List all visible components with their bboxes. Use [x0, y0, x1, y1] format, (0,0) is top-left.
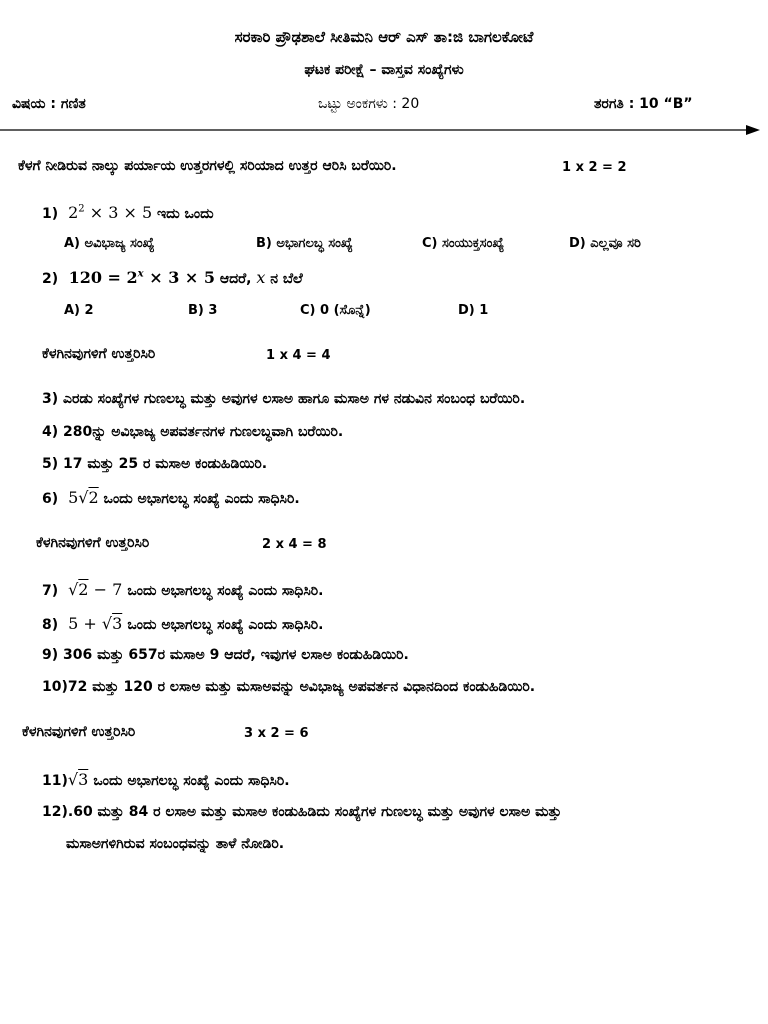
- question-4: [42, 424, 343, 440]
- question-12: [42, 804, 561, 820]
- math-expression: 5 + √3: [63, 614, 123, 633]
- question-number: 9): [42, 647, 59, 663]
- class-label: ತರಗತಿ : 10 “B”: [594, 96, 693, 112]
- section4-instruction: ಕೆಳಗಿನವುಗಳಿಗೆ ಉತ್ತರಿಸಿರಿ: [22, 724, 136, 740]
- question-text: ಒಂದು ಅಭಾಗಲಬ್ಧ ಸಂಖ್ಯೆ ಎಂದು ಸಾಧಿಸಿರಿ.: [93, 773, 290, 789]
- math-expression: 5√2: [63, 488, 99, 507]
- header-divider-arrow: [0, 122, 768, 138]
- question-text: ಒಂದು ಅಭಾಗಲಬ್ಧ ಸಂಖ್ಯೆ ಎಂದು ಸಾಧಿಸಿರಿ.: [127, 617, 324, 633]
- question-9: [42, 647, 409, 663]
- school-name: ಸರಕಾರಿ ಪ್ರೌಢಶಾಲೆ ಸೀತಿಮನಿ ಆರ್ ಎಸ್ ತಾ:ಜಿ ಬಾಗಲಕೋಟೆ: [234, 28, 534, 46]
- total-marks: ಒಟ್ಟು ಅಂಕಗಳು : 20: [318, 96, 420, 112]
- question-text: ಆದರೆ,: [219, 271, 252, 287]
- exam-title: ಘಟಕ ಪರೀಕ್ಷೆ – ವಾಸ್ತವ ಸಂಖ್ಯೆಗಳು: [304, 62, 464, 78]
- question-text: ಎರಡು ಸಂಖ್ಯೆಗಳ ಗುಣಲಬ್ಧ ಮತ್ತು ಅವುಗಳ ಲಸಾಅ ಹಾಗೂ ಮಸಾಅ ಗಳ ನಡುವಿನ ಸಂಬಂಧ ಬರೆಯಿರಿ.: [63, 391, 526, 407]
- question-text: ಒಂದು ಅಭಾಗಲಬ್ಧ ಸಂಖ್ಯೆ ಎಂದು ಸಾಧಿಸಿರಿ.: [103, 491, 300, 507]
- q1-option-b: B) ಅಭಾಗಲಬ್ಧ ಸಂಖ್ಯೆ: [256, 236, 353, 251]
- question-number: 4): [42, 424, 59, 440]
- subject-label: ವಿಷಯ : ಗಣಿತ: [12, 96, 86, 112]
- question-5: [42, 456, 267, 472]
- math-expression: √2 − 7: [63, 580, 128, 599]
- question-number: 1): [42, 206, 59, 222]
- question-number: 10): [42, 679, 68, 695]
- section3-instruction: ಕೆಳಗಿನವುಗಳಿಗೆ ಉತ್ತರಿಸಿರಿ: [36, 535, 150, 551]
- q2-option-c: C) 0 (ಸೊನ್ನೆ): [300, 303, 371, 318]
- q1-option-a: A) ಅವಿಭಾಜ್ಯ ಸಂಖ್ಯೆ: [64, 236, 155, 251]
- question-text-line1: 60 ಮತ್ತು 84 ರ ಲಸಾಅ ಮತ್ತು ಮಸಾಅ ಕಂಡುಹಿಡಿದು ಸಂಖ್ಯೆಗಳ ಗುಣಲಬ್ಧ ಮತ್ತು ಅವುಗಳ ಲಸಾಅ ಮತ್ತು: [73, 804, 562, 820]
- question-3: [42, 391, 525, 407]
- q1-option-c: C) ಸಂಯುಕ್ತಸಂಖ್ಯೆ: [422, 236, 505, 251]
- q2-option-b: B) 3: [188, 303, 218, 318]
- question-text: 72 ಮತ್ತು 120 ರ ಲಸಾಅ ಮತ್ತು ಮಸಾಅವನ್ನು ಅವಿಭಾಜ್ಯ ಅಪವರ್ತನ ವಿಧಾನದಿಂದ ಕಂಡುಹಿಡಿಯಿರಿ.: [67, 679, 536, 695]
- question-text-2: ನ ಬೆಲೆ: [270, 271, 303, 287]
- question-11: [42, 770, 290, 789]
- question-text: 17 ಮತ್ತು 25 ರ ಮಸಾಅ ಕಂಡುಹಿಡಿಯಿರಿ.: [63, 456, 268, 472]
- math-expression: √3: [67, 770, 89, 789]
- question-number: 8): [42, 617, 59, 633]
- section2-instruction: ಕೆಳಗಿನವುಗಳಿಗೆ ಉತ್ತರಿಸಿರಿ: [42, 346, 156, 362]
- q2-option-a: A) 2: [64, 303, 94, 318]
- section2-marks: 1 x 4 = 4: [266, 348, 331, 363]
- question-number: 6): [42, 491, 59, 507]
- question-number: 12).: [42, 804, 74, 820]
- question-number: 7): [42, 583, 59, 599]
- section1-instruction: ಕೆಳಗೆ ನೀಡಿರುವ ನಾಲ್ಕು ಪರ್ಯಾಯ ಉತ್ತರಗಳಲ್ಲಿ ಸರಿಯಾದ ಉತ್ತರ ಆರಿಸಿ ಬರೆಯಿರಿ.: [18, 158, 397, 174]
- question-text: ಇದು ಒಂದು: [157, 206, 214, 222]
- question-7: [42, 580, 324, 599]
- math-expression: $2^2 \times 3 \times 5$: [63, 203, 153, 222]
- question-10: [42, 679, 535, 695]
- section1-marks: 1 x 2 = 2: [562, 160, 627, 175]
- section4-marks: 3 x 2 = 6: [244, 726, 309, 741]
- math-expression: $120 = 2^x \times 3 \times 5$: [63, 268, 215, 287]
- math-variable: x: [256, 268, 266, 287]
- question-2: [42, 268, 303, 287]
- section3-marks: 2 x 4 = 8: [262, 537, 327, 552]
- question-text: ಒಂದು ಅಭಾಗಲಬ್ಧ ಸಂಖ್ಯೆ ಎಂದು ಸಾಧಿಸಿರಿ.: [127, 583, 324, 599]
- question-8: [42, 614, 324, 633]
- question-number: 3): [42, 391, 59, 407]
- question-text: 280ನ್ನು ಅವಿಭಾಜ್ಯ ಅಪವರ್ತನಗಳ ಗುಣಲಬ್ಧವಾಗಿ ಬರೆಯಿರಿ.: [63, 424, 344, 440]
- question-number: 5): [42, 456, 59, 472]
- q2-option-d: D) 1: [458, 303, 489, 318]
- question-number: 11): [42, 773, 68, 789]
- question-text: 306 ಮತ್ತು 657ರ ಮಸಾಅ 9 ಆದರೆ, ಇವುಗಳ ಲಸಾಅ ಕಂಡುಹಿಡಿಯಿರಿ.: [63, 647, 409, 663]
- question-6: [42, 488, 300, 507]
- question-number: 2): [42, 271, 59, 287]
- question-1: [42, 203, 214, 222]
- q1-option-d: D) ಎಲ್ಲವೂ ಸರಿ: [569, 236, 641, 251]
- question-12-line2: ಮಸಾಅಗಳಿಗಿರುವ ಸಂಬಂಧವನ್ನು ತಾಳೆ ನೋಡಿರಿ.: [66, 836, 285, 852]
